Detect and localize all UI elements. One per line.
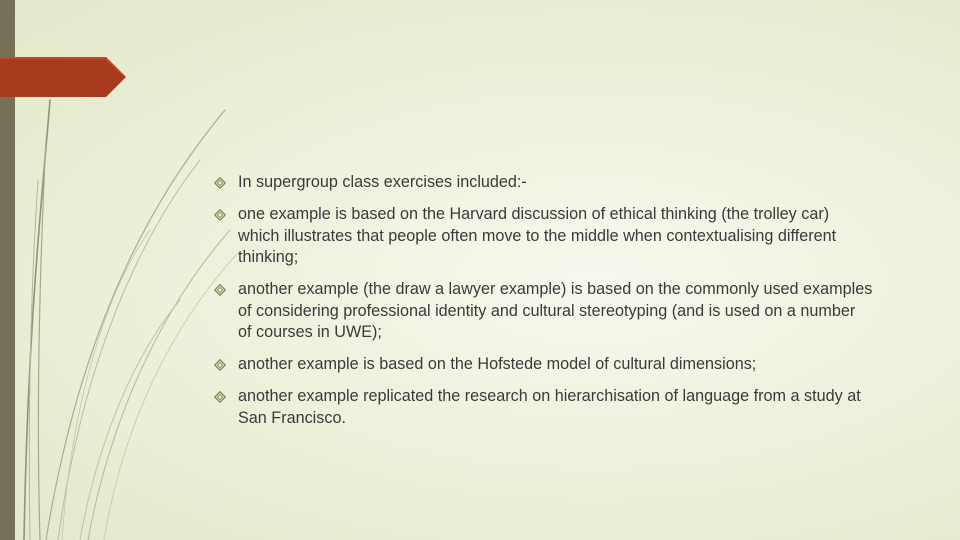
bullet-text: another example (the draw a lawyer example) is based on the commonly used examples of considering professional identity and cultural stereotyping (and is used on a number of courses in UWE); (238, 280, 873, 341)
diamond-outline-icon (214, 359, 226, 371)
diamond-outline-icon (214, 209, 226, 221)
bullet-item (213, 172, 873, 194)
grass-blade (88, 230, 230, 540)
bullet-text: In supergroup class exercises included:- (238, 173, 527, 191)
diamond-outline-icon (214, 391, 226, 403)
grass-blade (29, 180, 38, 540)
grass-blade (24, 100, 50, 540)
grass-blade (46, 110, 225, 540)
diamond-outline-icon (214, 177, 226, 189)
bullet-item (213, 354, 873, 376)
bullet-list (213, 172, 873, 440)
grass-blade (58, 160, 200, 540)
bullet-text: another example replicated the research on hierarchisation of language from a study at San Francisco. (238, 387, 861, 427)
grass-blade (62, 230, 150, 540)
bullet-item (213, 204, 873, 269)
bullet-item (213, 279, 873, 344)
bullet-item (213, 386, 873, 429)
diamond-outline-icon (214, 284, 226, 296)
bullet-text: another example is based on the Hofstede model of cultural dimensions; (238, 355, 757, 373)
bullet-text: one example is based on the Harvard discussion of ethical thinking (the trolley car) which illustrates that people often move to the middle when contextualising different thinking; (238, 205, 837, 266)
